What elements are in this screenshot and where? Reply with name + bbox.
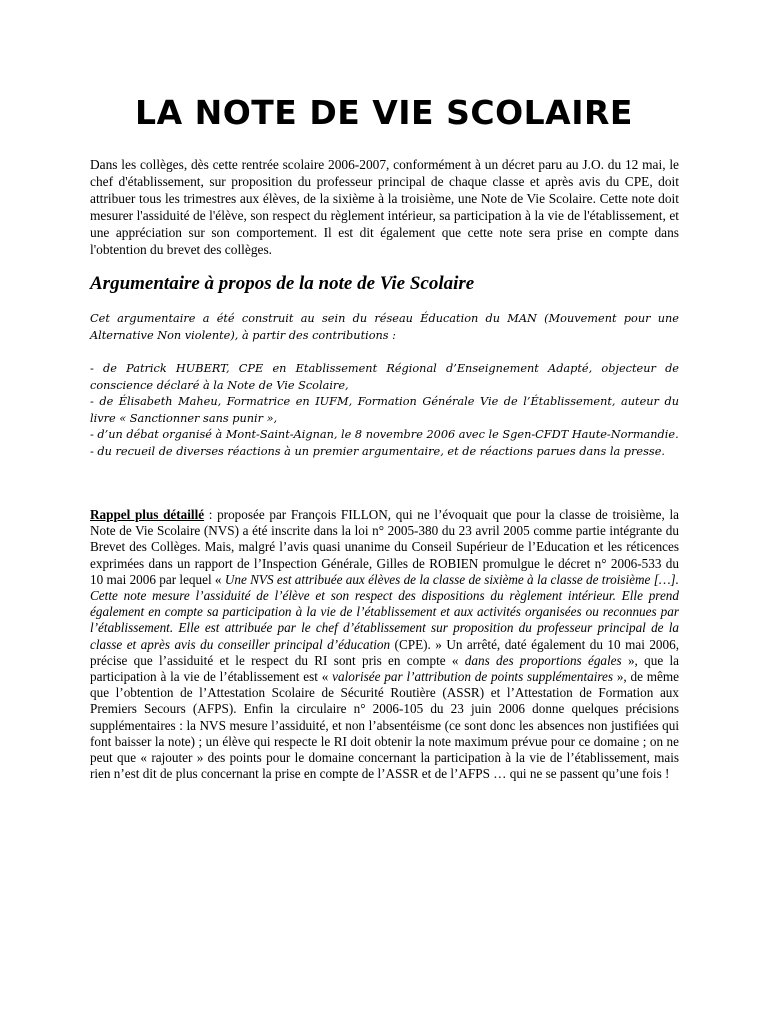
- contribution-item: - de Patrick HUBERT, CPE en Etablissement Régional d’Enseignement Adapté, objecteur de conscience déclaré à la Note de Vie Scolaire,: [90, 362, 679, 392]
- rappel-paragraph: [90, 507, 679, 782]
- intro-paragraph: Dans les collèges, dès cette rentrée scolaire 2006-2007, conformément à un décret paru au J.O. du 12 mai, le chef d'établissement, sur proposition du professeur principal de chaque classe et après avis du CPE, doit attribuer tous les trimestres aux élèves, de la sixième à la troisième, une Note de Vie Scolaire. Cette note doit mesurer l'assiduité de l'élève, son respect du règlement intérieur, sa participation à la vie de l'établissement, et une appréciation sur son comportement. Il est dit également que cette note sera prise en compte dans l'obtention du brevet des collèges.: [90, 157, 679, 258]
- section-heading: Argumentaire à propos de la note de Vie Scolaire: [90, 273, 475, 294]
- rappel-text: », de même que l’obtention de l’Attestation Scolaire de Sécurité Routière (ASSR) et l’Attestation de Formation aux Premiers Secours (AFPS). Enfin la circulaire n° 2006-105 du 23 juin 2006 donne quelques précisions supplémentaires : la NVS mesure l’assiduité, et non l’absentéisme (ce sont donc les absences non justifiées qui font baisser la note) ; un élève qui respecte le RI doit obtenir la note maximum prévue pour ce domaine ; on ne peut que « rajouter » des points pour le domaine concernant la participation à la vie de l’établissement, mais rien n’est dit de plus concernant la prise en compte de l’ASSR et de l’AFPS … qui ne se passent qu’une fois !: [90, 669, 679, 782]
- contribution-item: - de Élisabeth Maheu, Formatrice en IUFM, Formation Générale Vie de l’Établissement, auteur du livre « Sanctionner sans punir »,: [90, 395, 679, 425]
- document-title: LA NOTE DE VIE SCOLAIRE: [135, 93, 633, 132]
- decree-quote: Une NVS est attribuée aux élèves de la classe de sixième à la classe de troisième […]. Cette note mesure l’assiduité de l’élève et son respect des dispositions du règlement intérieur. Elle prend également en compte sa participation à la vie de l’établissement et aux activités organisées ou reconnues par l’établissement. Elle est attribuée par le chef d’établissement sur proposition du professeur principal de la classe et après avis du conseiller principal d’éducation: [90, 571, 679, 652]
- rappel-text: : proposée par François FILLON, qui ne l’évoquait que pour la classe de troisième, la Note de Vie Scolaire (NVS) a été inscrite dans la loi n° 2005-380 du 23 avril 2005 comme partie intégrante du Brevet des Collèges. Mais, malgré l’avis quasi unanime du Conseil Supérieur de l’Education et les réticences exprimées dans un rapport de l’Inspection Générale, Gilles de ROBIEN promulgue le décret n° 2006-533 du 10 mai 2006 par lequel «: [90, 507, 679, 587]
- arrete-quote: valorisée par l’attribution de points supplémentaires: [332, 669, 613, 685]
- contributions-list: [90, 361, 679, 461]
- contribution-item: - du recueil de diverses réactions à un premier argumentaire, et de réactions parues dans la presse.: [90, 444, 665, 458]
- rappel-text: », que la participation à la vie de l’établissement est «: [90, 652, 680, 685]
- preamble-paragraph: Cet argumentaire a été construit au sein du réseau Éducation du MAN (Mouvement pour une Alternative Non violente), à partir des contributions :: [90, 312, 679, 342]
- rappel-label: Rappel plus détaillé: [90, 507, 205, 522]
- contribution-item: - d’un débat organisé à Mont-Saint-Aignan, le 8 novembre 2006 avec le Sgen-CFDT Haute-Normandie.: [90, 428, 679, 442]
- arrete-quote: dans des proportions égales: [464, 652, 622, 668]
- rappel-text: (CPE). » Un arrêté, daté également du 10 mai 2006, précise que l’assiduité et le respect du RI sont pris en compte «: [90, 636, 679, 668]
